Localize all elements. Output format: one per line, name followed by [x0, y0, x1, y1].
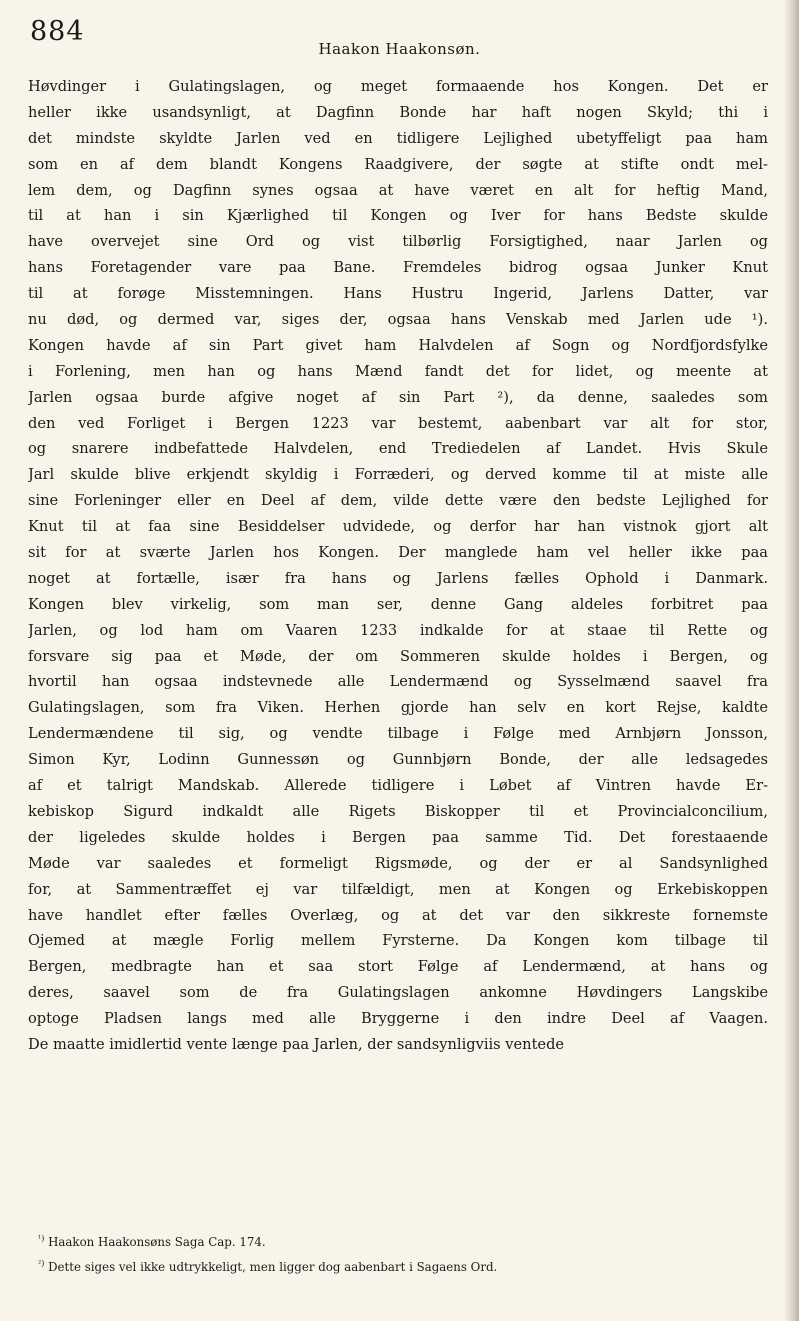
- text-line: hvortil han ogsaa indstevnede alle Lendermænd og Sysselmænd saavel fra: [28, 673, 768, 691]
- page-number: 884: [30, 16, 85, 47]
- text-line: forsvare sig paa et Møde, der om Sommeren skulde holdes i Bergen, og: [28, 647, 768, 665]
- text-line: Kongen havde af sin Part givet ham Halvdelen af Sogn og Nordfjordsfylke: [28, 336, 768, 354]
- footnote-mark: ¹): [38, 1234, 45, 1243]
- text-line: have overvejet sine Ord og vist tilbørlig Forsigtighed, naar Jarlen og: [28, 233, 768, 251]
- text-line: sine Forleninger eller en Deel af dem, vilde dette være den bedste Lejlighed for: [28, 492, 768, 510]
- footnote-mark: ²): [38, 1259, 45, 1268]
- running-head: Haakon Haakonsøn.: [318, 40, 481, 58]
- text-line: kebiskop Sigurd indkaldt alle Rigets Biskopper til et Provincialconcilium,: [28, 802, 768, 820]
- footnote: [38, 1228, 768, 1253]
- text-line: Høvdinger i Gulatingslagen, og meget formaaende hos Kongen. Det er: [28, 78, 768, 95]
- text-line: lem dem, og Dagfinn synes ogsaa at have været en alt for heftig Mand,: [28, 181, 768, 199]
- text-line: der ligeledes skulde holdes i Bergen paa samme Tid. Det forestaaende: [28, 828, 768, 846]
- text-line: Ojemed at mægle Forlig mellem Fyrsterne. Da Kongen kom tilbage til: [28, 932, 768, 950]
- text-line: Møde var saaledes et formeligt Rigsmøde, og der er al Sandsynlighed: [28, 854, 768, 872]
- text-line: hans Foretagender vare paa Bane. Fremdeles bidrog ogsaa Junker Knut: [28, 259, 768, 277]
- text-line: sit for at sværte Jarlen hos Kongen. Der manglede ham vel heller ikke paa: [28, 544, 768, 562]
- text-line: for, at Sammentræffet ej var tilfældigt, men at Kongen og Erkebiskoppen: [28, 880, 768, 898]
- text-line: deres, saavel som de fra Gulatingslagen ankomne Høvdingers Langskibe: [28, 984, 768, 1002]
- text-line: have handlet efter fælles Overlæg, og at det var den sikkreste fornemste: [28, 906, 768, 924]
- text-line: Simon Kyr, Lodinn Gunnessøn og Gunnbjørn Bonde, der alle ledsagedes: [28, 751, 768, 769]
- text-line: De maatte imidlertid vente længe paa Jarlen, der sandsynligviis ventede: [28, 1035, 565, 1053]
- text-line: det mindste skyldte Jarlen ved en tidligere Lejlighed ubetyffeligt paa ham: [28, 129, 768, 147]
- text-line: Jarlen ogsaa burde afgive noget af sin Part ²), da denne, saaledes som: [28, 388, 768, 406]
- footnote-text: Haakon Haakonsøns Saga Cap. 174.: [48, 1235, 266, 1249]
- text-line: Gulatingslagen, som fra Viken. Herhen gjorde han selv en kort Rejse, kaldte: [28, 699, 768, 717]
- text-line: til at forøge Misstemningen. Hans Hustru Ingerid, Jarlens Datter, var: [28, 285, 768, 303]
- text-line: i Forlening, men han og hans Mænd fandt det for lidet, og meente at: [28, 362, 768, 380]
- body-text: [28, 74, 768, 1058]
- footnote: [38, 1253, 768, 1278]
- footnotes: [38, 1228, 768, 1278]
- text-line: Lendermændene til sig, og vendte tilbage i Følge med Arnbjørn Jonsson,: [28, 725, 768, 743]
- page-spine-shadow: [785, 0, 799, 1321]
- text-line: af et talrigt Mandskab. Allerede tidligere i Løbet af Vintren havde Er-: [28, 777, 768, 795]
- text-line: Knut til at faa sine Besiddelser udvidede, og derfor har han vistnok gjort alt: [28, 518, 768, 536]
- text-line: til at han i sin Kjærlighed til Kongen og Iver for hans Bedste skulde: [28, 207, 768, 225]
- text-line: og snarere indbefattede Halvdelen, end Trediedelen af Landet. Hvis Skule: [28, 440, 768, 458]
- text-line: Jarl skulde blive erkjendt skyldig i Forræderi, og derved komme til at miste alle: [28, 466, 768, 484]
- text-line: Bergen, medbragte han et saa stort Følge af Lendermænd, at hans og: [28, 958, 768, 976]
- text-line: som en af dem blandt Kongens Raadgivere, der søgte at stifte ondt mel-: [28, 155, 768, 173]
- text-line: heller ikke usandsynligt, at Dagfinn Bonde har haft nogen Skyld; thi i: [28, 103, 768, 121]
- footnote-text: Dette siges vel ikke udtrykkeligt, men ligger dog aabenbart i Sagaens Ord.: [48, 1260, 498, 1274]
- text-line: den ved Forliget i Bergen 1223 var bestemt, aabenbart var alt for stor,: [28, 414, 768, 432]
- text-line: noget at fortælle, især fra hans og Jarlens fælles Ophold i Danmark.: [28, 569, 768, 587]
- text-line: optoge Pladsen langs med alle Bryggerne i den indre Deel af Vaagen.: [28, 1010, 768, 1028]
- text-line: Kongen blev virkelig, som man ser, denne Gang aldeles forbitret paa: [28, 595, 768, 613]
- text-line: Jarlen, og lod ham om Vaaren 1233 indkalde for at staae til Rette og: [28, 621, 768, 639]
- text-line: nu død, og dermed var, siges der, ogsaa hans Venskab med Jarlen ude ¹).: [28, 311, 768, 329]
